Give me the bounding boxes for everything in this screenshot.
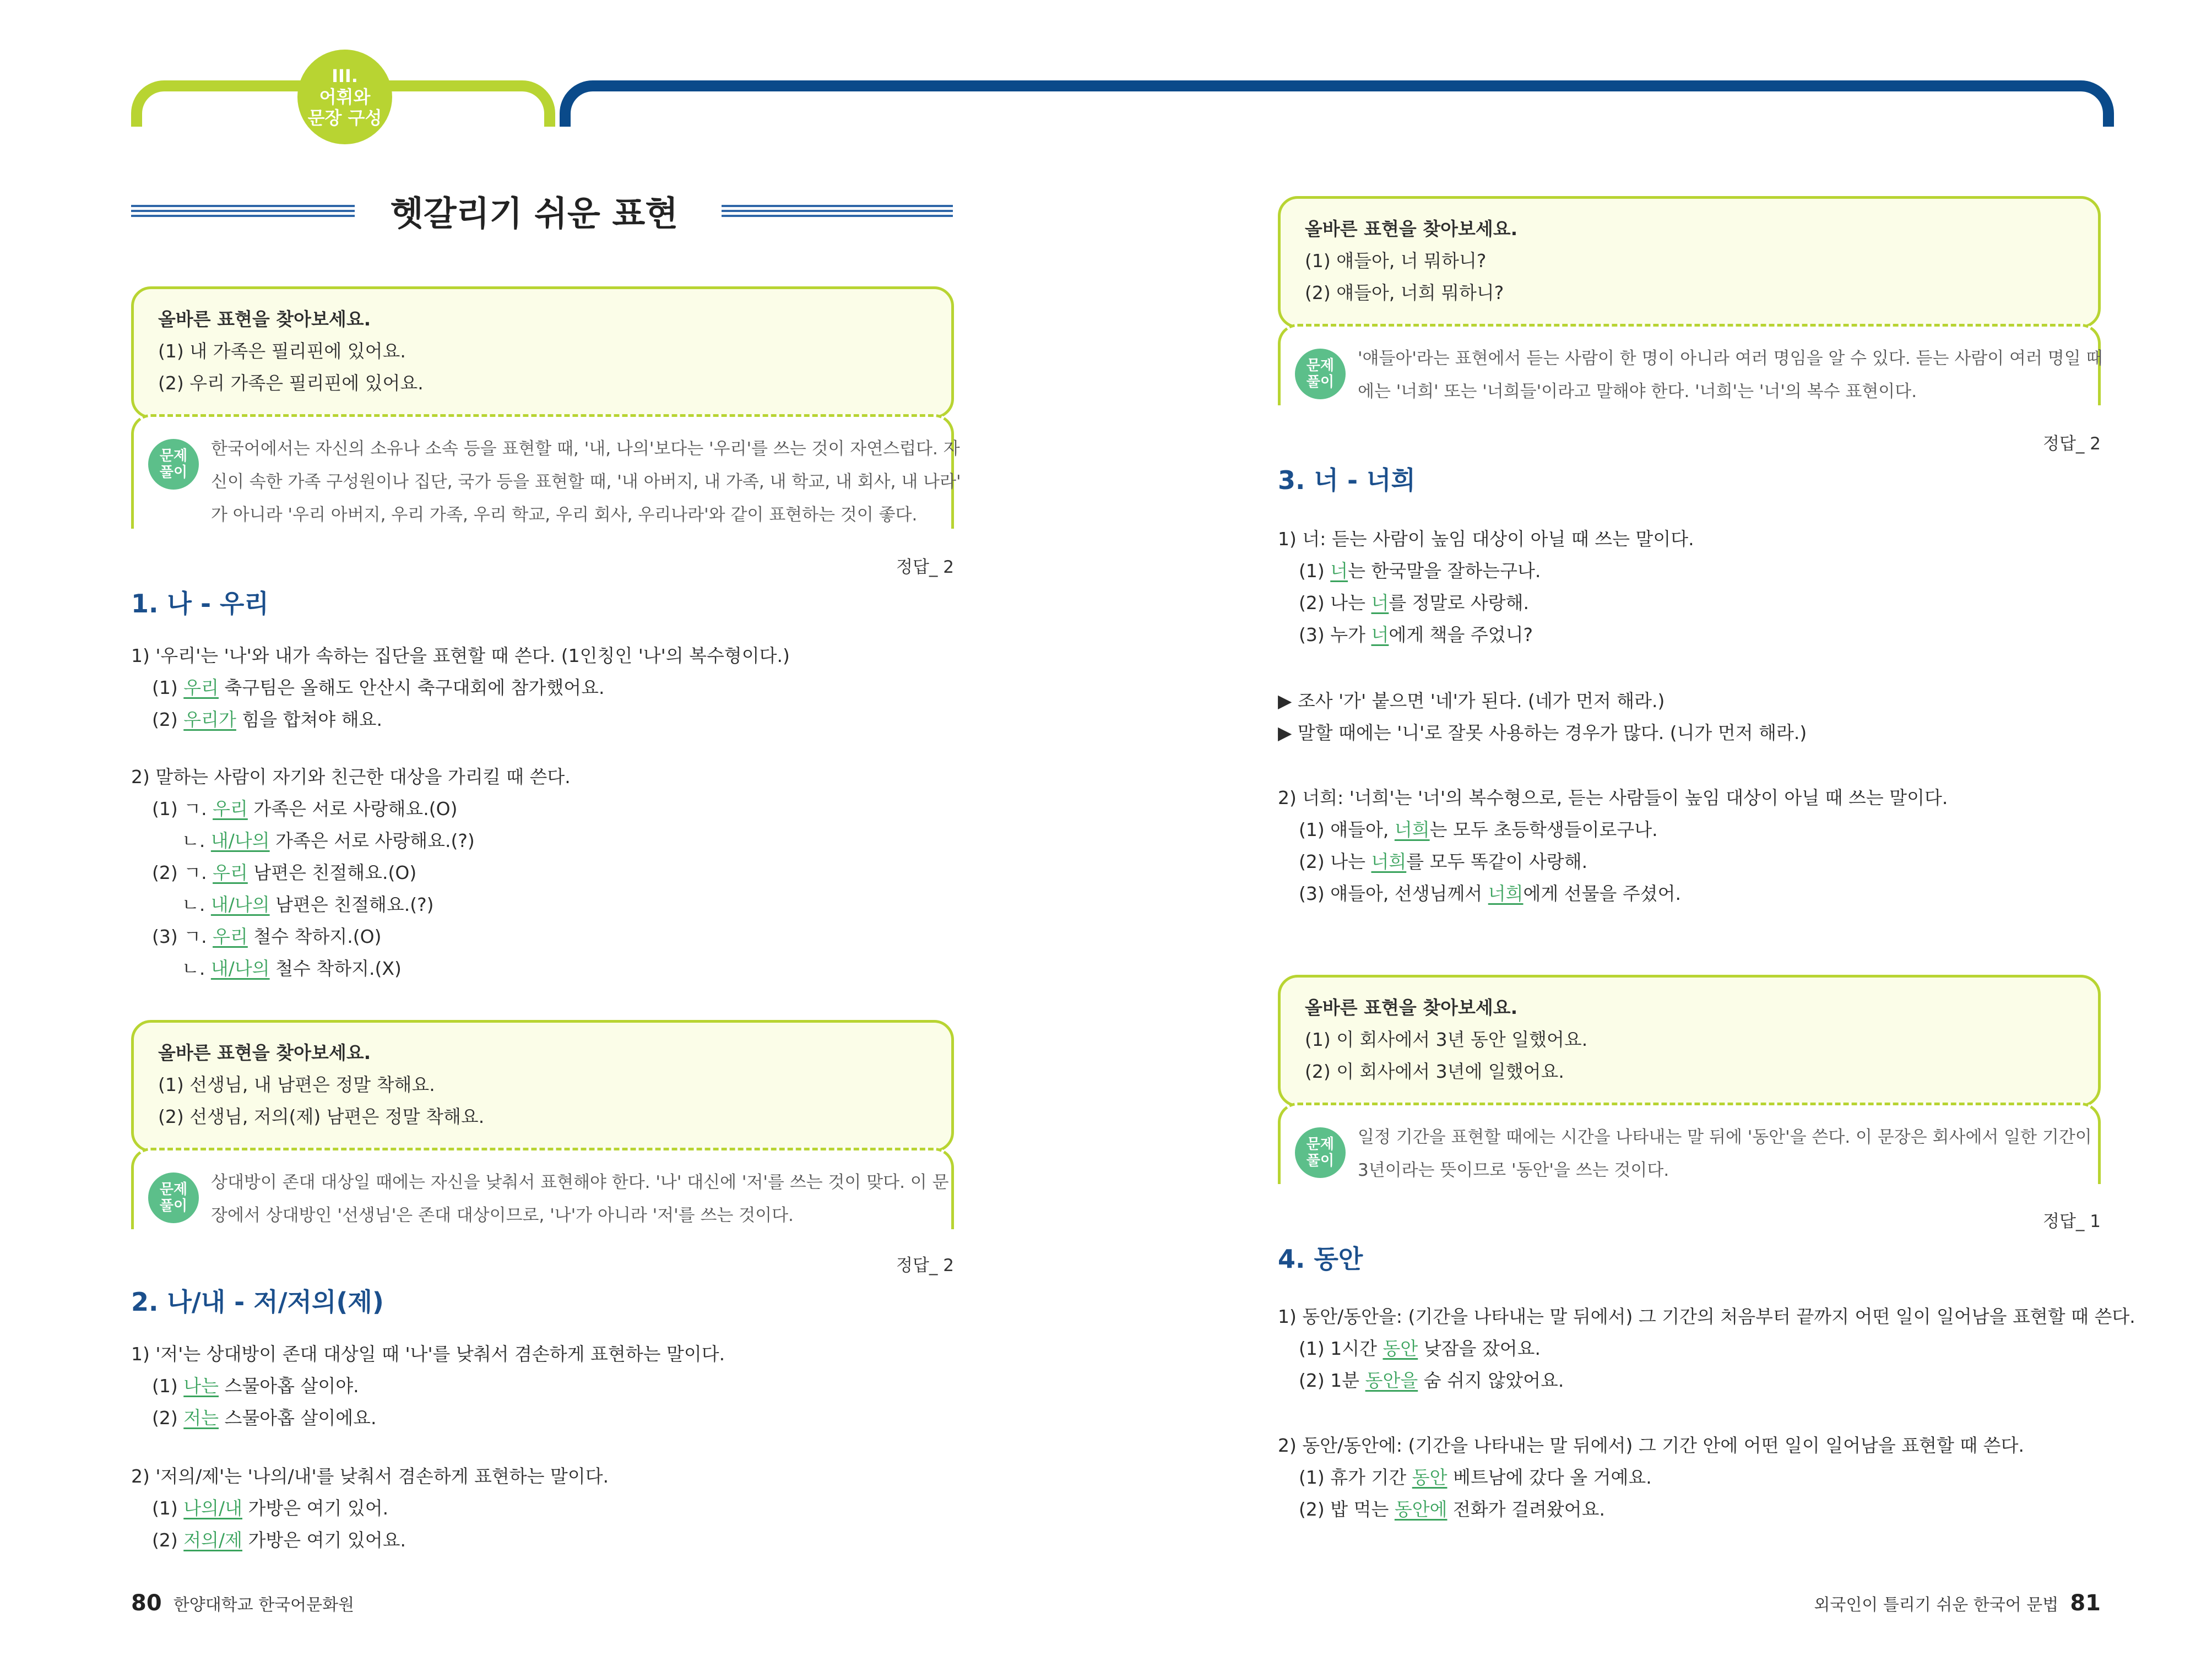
body-line: 2) 너희: '너희'는 '너'의 복수형으로, 듣는 사람들이 높임 대상이 아닐 때 쓰는 말이다. <box>1278 787 1948 808</box>
ex-rest: 가방은 여기 있어. <box>242 1497 389 1519</box>
ex-rest: 는 한국말을 잘하는구나. <box>1348 560 1541 582</box>
example-line <box>182 825 475 857</box>
ex-highlight: 동안을 <box>1365 1370 1418 1391</box>
chapter-title-line2: 문장 구성 <box>307 107 382 128</box>
ex-prefix: (1) 얘들아, <box>1299 819 1395 840</box>
answer-label: 정답_ 1 <box>2043 1212 2101 1231</box>
ex-prefix: (2) 나는 <box>1299 592 1371 614</box>
quiz-option-2: (2) 얘들아, 너희 뭐하니? <box>1305 282 1504 303</box>
example-line <box>152 1492 388 1524</box>
badge-line1: 문제 <box>1306 1136 1335 1153</box>
ex-prefix: (2) <box>152 1529 184 1551</box>
quiz-option-2: (2) 우리 가족은 필리핀에 있어요. <box>158 372 424 394</box>
ex-rest: 스물아홉 살이야. <box>219 1375 359 1397</box>
example-line <box>1299 555 1541 587</box>
ex-rest: 에게 책을 주었니? <box>1389 624 1533 645</box>
explanation-box-4 <box>1278 1103 2101 1184</box>
quiz-question: 올바른 표현을 찾아보세요. <box>1305 218 1518 240</box>
example-line <box>1299 1494 1605 1526</box>
badge-line1: 문제 <box>159 1181 188 1198</box>
explanation-line: '얘들아'라는 표현에서 듣는 사람이 한 명이 아니라 여러 명임을 알 수 있다. 듣는 사람이 여러 명일 때 <box>1358 349 2103 368</box>
body-line: 1) 동안/동안을: (기간을 나타내는 말 뒤에서) 그 기간의 처음부터 끝까지 어떤 일이 일어남을 표현할 때 쓴다. <box>1278 1306 2135 1327</box>
section-title: 2. 나/내 - 저/저의(제) <box>131 1287 384 1317</box>
example-line <box>1299 619 1533 651</box>
explanation-line: 장에서 상대방인 '선생님'은 존대 대상이므로, '나'가 아니라 '저'를 쓰는 것이다. <box>211 1206 794 1225</box>
ex-highlight: 우리 <box>213 798 248 819</box>
example-line <box>152 704 382 736</box>
ex-prefix: (3) ㄱ. <box>152 926 213 947</box>
page-footer-right <box>1763 1590 2101 1616</box>
ex-highlight: 우리 <box>183 677 219 698</box>
answer-label: 정답_ 2 <box>896 1256 954 1275</box>
example-line <box>1299 878 1681 910</box>
explanation-box-2 <box>131 1148 954 1229</box>
ex-prefix: (1) <box>152 1375 184 1397</box>
answer-label: 정답_ 2 <box>2043 434 2101 454</box>
ex-highlight: 동안 <box>1412 1467 1447 1488</box>
section-title: 4. 동안 <box>1278 1244 1363 1274</box>
ex-prefix: (2) ㄱ. <box>152 862 213 883</box>
quiz-box-3 <box>1278 196 2101 328</box>
ex-rest: 스물아홉 살이에요. <box>219 1407 377 1429</box>
example-line <box>1299 814 1658 846</box>
explanation-line: 3년이라는 뜻이므로 '동안'을 쓰는 것이다. <box>1358 1160 1669 1180</box>
ex-rest: 축구팀은 올해도 안산시 축구대회에 참가했어요. <box>219 677 605 698</box>
badge-line1: 문제 <box>159 448 188 464</box>
example-line <box>152 921 381 953</box>
ex-prefix: (2) 1분 <box>1299 1370 1365 1391</box>
ex-prefix: (3) 누가 <box>1299 624 1371 645</box>
explanation-line: 한국어에서는 자신의 소유나 소속 등을 표현할 때, '내, 나의'보다는 '우리'를 쓰는 것이 자연스럽다. 자 <box>211 439 960 459</box>
answer-label: 정답_ 2 <box>896 557 954 577</box>
ex-rest: 남편은 친절해요.(O) <box>247 862 417 883</box>
section-title: 1. 나 - 우리 <box>131 589 269 618</box>
example-line <box>152 1370 359 1402</box>
badge-line2: 풀이 <box>1306 1153 1335 1169</box>
ex-rest: 가족은 서로 사랑해요.(O) <box>247 798 458 819</box>
ex-highlight: 내/나의 <box>210 958 270 979</box>
body-line: 1) 너: 듣는 사람이 높임 대상이 아닐 때 쓰는 말이다. <box>1278 528 1694 550</box>
explanation-badge <box>1295 1127 1346 1178</box>
ex-prefix: (1) <box>152 1497 184 1519</box>
quiz-option-2: (2) 이 회사에서 3년에 일했어요. <box>1305 1061 1564 1082</box>
body-line: 2) 말하는 사람이 자기와 친근한 대상을 가리킬 때 쓴다. <box>131 766 571 788</box>
quiz-question: 올바른 표현을 찾아보세요. <box>1305 997 1518 1018</box>
ex-rest: 가방은 여기 있어요. <box>242 1529 406 1551</box>
quiz-option-2: (2) 선생님, 저의(제) 남편은 정말 착해요. <box>158 1106 485 1127</box>
page-number: 81 <box>2070 1590 2101 1616</box>
badge-line1: 문제 <box>1306 357 1335 374</box>
ex-rest: 힘을 합쳐야 해요. <box>236 709 382 730</box>
body-line: 2) 동안/동안에: (기간을 나타내는 말 뒤에서) 그 기간 안에 어떤 일이 일어남을 표현할 때 쓴다. <box>1278 1435 2024 1456</box>
note-line: ▶ 말할 때에는 '니'로 잘못 사용하는 경우가 많다. (니가 먼저 해라.) <box>1278 722 1807 743</box>
ex-prefix: ㄴ. <box>182 894 211 915</box>
badge-line2: 풀이 <box>159 1198 188 1214</box>
ex-highlight: 동안에 <box>1394 1499 1447 1520</box>
ex-rest: 는 모두 초등학생들이로구나. <box>1429 819 1658 840</box>
footer-text: 한양대학교 한국어문화원 <box>173 1595 355 1615</box>
ex-prefix: (1) 1시간 <box>1299 1338 1383 1359</box>
body-line: 1) '저'는 상대방이 존대 대상일 때 '나'를 낮춰서 겸손하게 표현하는 말이다. <box>131 1343 725 1365</box>
ex-rest: 철수 착하지.(O) <box>247 926 382 947</box>
ex-highlight: 저는 <box>183 1407 219 1429</box>
ex-rest: 베트남에 갔다 올 거예요. <box>1447 1467 1652 1488</box>
quiz-box-4 <box>1278 975 2101 1107</box>
ex-highlight: 우리가 <box>183 709 236 730</box>
ex-prefix: (2) <box>152 709 184 730</box>
badge-line2: 풀이 <box>1306 374 1335 390</box>
body-line: 2) '저의/제'는 '나의/내'를 낮춰서 겸손하게 표현하는 말이다. <box>131 1465 609 1487</box>
ex-highlight: 너 <box>1371 592 1389 614</box>
ex-highlight: 저의/제 <box>183 1529 242 1551</box>
ex-rest: 가족은 서로 사랑해요.(?) <box>269 830 475 851</box>
example-line <box>1299 587 1529 619</box>
title-deco-right <box>722 205 953 219</box>
ex-prefix: ㄴ. <box>182 958 211 979</box>
quiz-option-1: (1) 이 회사에서 3년 동안 일했어요. <box>1305 1029 1588 1050</box>
ex-highlight: 너 <box>1371 624 1389 645</box>
explanation-line: 상대방이 존대 대상일 때에는 자신을 낮춰서 표현해야 한다. '나' 대신에 '저'를 쓰는 것이 맞다. 이 문 <box>211 1172 949 1192</box>
ex-rest: 에게 선물을 주셨어. <box>1523 883 1681 904</box>
note-line: ▶ 조사 '가' 붙으면 '네'가 된다. (네가 먼저 해라.) <box>1278 690 1665 712</box>
quiz-option-1: (1) 얘들아, 너 뭐하니? <box>1305 250 1487 272</box>
example-line <box>1299 1365 1564 1397</box>
example-line <box>152 1524 406 1556</box>
explanation-badge <box>148 1172 199 1223</box>
ex-prefix: (3) 얘들아, 선생님께서 <box>1299 883 1488 904</box>
ex-highlight: 너희 <box>1394 819 1430 840</box>
quiz-box-1 <box>131 286 954 419</box>
example-line <box>1299 846 1587 878</box>
footer-text: 외국인이 틀리기 쉬운 한국어 문법 <box>1814 1595 2059 1615</box>
ex-prefix: ㄴ. <box>182 830 211 851</box>
example-line <box>152 857 416 889</box>
ex-rest: 낮잠을 잤어요. <box>1418 1338 1541 1359</box>
ex-highlight: 우리 <box>213 862 248 883</box>
ex-prefix: (1) 휴가 기간 <box>1299 1467 1412 1488</box>
explanation-line: 에는 '너희' 또는 '너희들'이라고 말해야 한다. '너희'는 '너'의 복수 표현이다. <box>1358 382 1917 401</box>
ex-highlight: 너희 <box>1371 851 1407 872</box>
page-title: 헷갈리기 쉬운 표현 <box>390 193 679 234</box>
ex-prefix: (1) <box>1299 560 1331 582</box>
quiz-box-2 <box>131 1020 954 1152</box>
ex-rest: 를 모두 똑같이 사랑해. <box>1406 851 1588 872</box>
explanation-line: 가 아니라 '우리 아버지, 우리 가족, 우리 학교, 우리 회사, 우리나라'와 같이 표현하는 것이 좋다. <box>211 505 918 525</box>
ex-rest: 전화가 걸려왔어요. <box>1447 1499 1605 1520</box>
ex-rest: 를 정말로 사랑해. <box>1389 592 1529 614</box>
chapter-number: III. <box>332 66 358 86</box>
ex-highlight: 너희 <box>1488 883 1524 904</box>
explanation-badge <box>1295 349 1346 399</box>
example-line <box>152 672 605 704</box>
example-line <box>182 953 402 985</box>
ex-prefix: (2) <box>152 1407 184 1429</box>
ex-highlight: 나의/내 <box>183 1497 242 1519</box>
ex-highlight: 우리 <box>213 926 248 947</box>
explanation-line: 신이 속한 가족 구성원이나 집단, 국가 등을 표현할 때, '내 아버지, 내 가족, 내 학교, 내 회사, 내 나라' <box>211 472 961 492</box>
title-deco-left <box>131 205 355 219</box>
example-line <box>152 793 457 825</box>
ex-highlight: 내/나의 <box>210 830 270 851</box>
explanation-badge <box>148 439 199 490</box>
chapter-band-right <box>560 80 2114 127</box>
ex-prefix: (1) <box>152 677 184 698</box>
explanation-box-3 <box>1278 324 2101 405</box>
ex-prefix: (2) 나는 <box>1299 851 1371 872</box>
chapter-title-line1: 어휘와 <box>319 86 371 107</box>
ex-highlight: 동안 <box>1382 1338 1418 1359</box>
ex-rest: 숨 쉬지 않았어요. <box>1418 1370 1564 1391</box>
ex-highlight: 내/나의 <box>210 894 270 915</box>
quiz-option-1: (1) 내 가족은 필리핀에 있어요. <box>158 340 406 362</box>
explanation-box-1 <box>131 414 961 529</box>
ex-highlight: 너 <box>1330 560 1348 582</box>
ex-rest: 철수 착하지.(X) <box>269 958 402 979</box>
ex-prefix: (1) ㄱ. <box>152 798 213 819</box>
explanation-line: 일정 기간을 표현할 때에는 시간을 나타내는 말 뒤에 '동안'을 쓴다. 이 문장은 회사에서 일한 기간이 <box>1358 1127 2092 1147</box>
ex-prefix: (2) 밥 먹는 <box>1299 1499 1395 1520</box>
section-title: 3. 너 - 너희 <box>1278 465 1416 495</box>
quiz-option-1: (1) 선생님, 내 남편은 정말 착해요. <box>158 1074 435 1095</box>
example-line <box>1299 1333 1541 1365</box>
example-line <box>152 1402 377 1434</box>
ex-rest: 남편은 친절해요.(?) <box>269 894 434 915</box>
quiz-question: 올바른 표현을 찾아보세요. <box>158 308 371 330</box>
ex-highlight: 나는 <box>183 1375 219 1397</box>
badge-line2: 풀이 <box>159 464 188 481</box>
quiz-question: 올바른 표현을 찾아보세요. <box>158 1042 371 1063</box>
page-number: 80 <box>131 1590 162 1616</box>
body-line: 1) '우리'는 '나'와 내가 속하는 집단을 표현할 때 쓴다. (1인칭인 '나'의 복수형이다.) <box>131 645 790 666</box>
example-line <box>1299 1462 1652 1494</box>
example-line <box>182 889 434 921</box>
page-footer-left <box>131 1590 354 1616</box>
chapter-badge <box>297 50 392 144</box>
